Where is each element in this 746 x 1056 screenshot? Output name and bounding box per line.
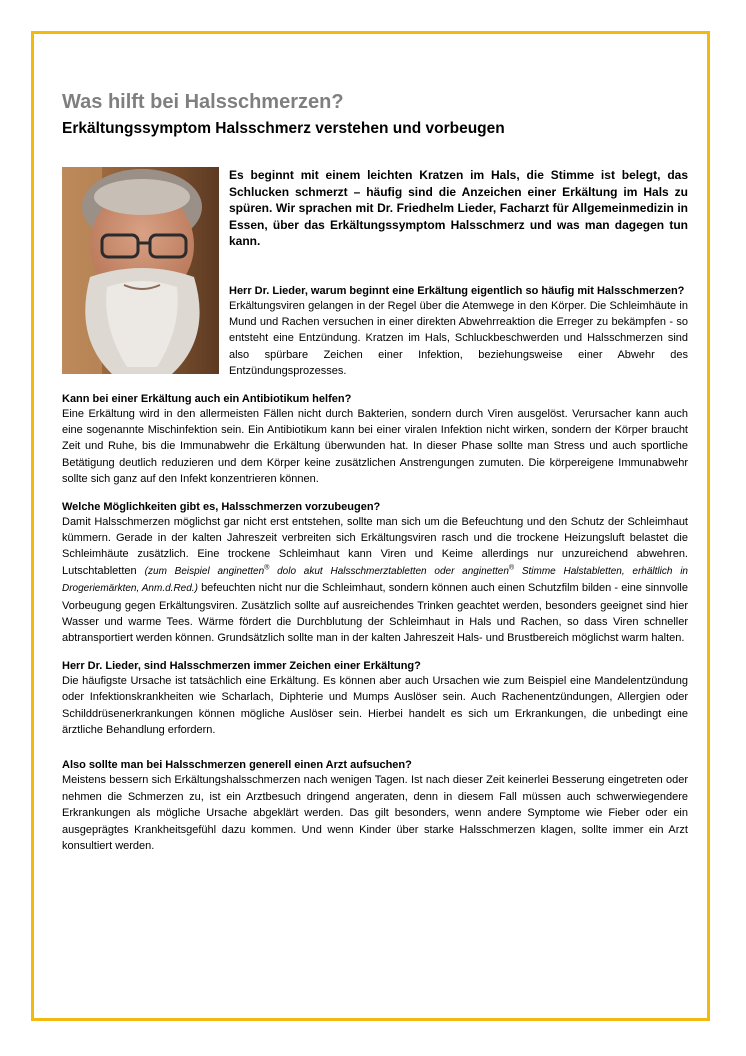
note-text: (zum Beispiel anginetten [144,565,265,577]
portrait-image [62,167,219,374]
section-3 [62,500,688,647]
section-answer: Eine Erkältung wird in den allermeisten Fällen nicht durch Bakterien, sondern durch Viren ausgelöst. Verursacher kann auch eine sogenannte Mischinfektion sein. Ein Antibiotikum kann bei einer viralen Infektion nicht wirken, sondern der Körper braucht Zeit und Ruhe, bis die Immunabwehr die Erkältung überwunden hat. In dieser Phase sollte man Stress und auch sportliche Betätigung deutlich reduzieren und dem Körper keine zusätzlichen Anstrengungen zumuten. Die körpereigene Immunabwehr sollte sich ganz auf den Infekt konzentrieren können. [62,407,688,486]
article [62,90,688,854]
section-2 [62,392,688,488]
section-question: Herr Dr. Lieder, sind Halsschmerzen immer Zeichen einer Erkältung? [62,659,421,672]
article-subtitle: Erkältungssymptom Halsschmerz verstehen und vorbeugen [62,120,505,137]
answer-text: Damit Halsschmerzen möglichst gar nicht erst entstehen, sollte man sich um die Befeuchtung und den Schutz der Schleimhaut kümmern. Gerade in der kalten Jahreszeit verbreiten sich Erkältungsviren rasch und die trockene Heizungsluft belastet die Schleimhäute zusätzlich. Eine trockene Schleimhaut kann Viren und Keime allerdings nur unzureichend abwehren. Lutschtabletten [62,515,688,577]
article-intro: Es beginnt mit einem leichten Kratzen im Hals, die Stimme ist belegt, das Schlucken schmerzt – häufig sind die Anzeichen einer Erkältung im Hals zu spüren. Wir sprachen mit Dr. Friedhelm Lieder, Facharzt für Allgemeinmedizin in Essen, über das Erkältungssymptom Halsschmerz und was man dagegen tun kann. [229,168,688,248]
note-text: dolo akut Halsschmerztabletten oder anginetten [269,565,509,577]
registered-mark: ® [508,564,515,572]
section-answer [62,514,688,647]
answer-text: befeuchten nicht nur die Schleimhaut, sondern können auch einen Schutzfilm bilden - eine sinnvolle Vorbeugung gegen Erkältungsviren. Zusätzlich sollte auf ausreichendes Trinken geachtet werden, besonders geeignet sind hier Wasser und warme Tees. Wärme fördert die Durchblutung der Schleimhaut in Hals und Rachen, so dass Viren schneller abtransportiert werden können. Grundsätzlich sollte man in der kalten Jahreszeit Hals- und Brustbereich möglichst warm halten. [62,582,688,645]
section-question: Also sollte man bei Halsschmerzen generell einen Arzt aufsuchen? [62,759,412,772]
portrait-photo [62,167,219,374]
article-body [62,167,688,854]
article-title: Was hilft bei Halsschmerzen? [62,91,344,113]
section-answer: Meistens bessern sich Erkältungshalsschmerzen nach wenigen Tagen. Ist nach dieser Zeit keinerlei Besserung eingetreten oder nehmen die Schmerzen zu, ist ein Arztbesuch dringend angeraten, denn in diesem Fall müssen auch schwerwiegendere Erkrankungen als mögliche Ursache abgeklärt werden. Das gilt besonders, wenn andere Symptome wie Fieber oder ein ausgeprägtes Krankheitsgefühl dazu kommen. Und wenn Kinder über starke Halsschmerzen klagen, sollte immer ein Arzt konsultiert werden. [62,774,688,853]
registered-mark: ® [264,564,270,572]
section-5 [62,758,688,854]
section-question: Kann bei einer Erkältung auch ein Antibiotikum helfen? [62,392,352,405]
section-question: Welche Möglichkeiten gibt es, Halsschmerzen vorzubeugen? [62,500,381,513]
note-text: Stimme Halstabletten, erhältlich in Drogeriemärkten, Anm.d.Red.) [62,565,688,595]
section-question: Herr Dr. Lieder, warum beginnt eine Erkältung eigentlich so häufig mit Halsschmerzen? [229,284,685,297]
section-answer: Erkältungsviren gelangen in der Regel über die Atemwege in den Körper. Die Schleimhäute in Mund und Rachen versuchen in einer direkten Abwehrreaktion die Erreger zu bekämpfen - so entsteht eine Entzündung. Kratzen im Hals, Schluckbeschwerden und Halsschmerzen sind also spürbare Zeichen einer Infektion, beziehungsweise einer Abwehr des Entzündungsprozesses. [229,299,688,378]
section-answer: Die häufigste Ursache ist tatsächlich eine Erkältung. Es können aber auch Ursachen wie zum Beispiel eine Mandelentzündung oder Infektionskrankheiten wie Scharlach, Diphterie und Mumps Auslöser sein. Auch Rachenentzündungen, Allergien oder Schilddrüsenerkrankungen können mögliche Auslöser sein. Hierbei handelt es sich um Erkrankungen, die unbedingt eine ärztliche Behandlung erfordern. [62,674,688,737]
section-4 [62,659,688,739]
